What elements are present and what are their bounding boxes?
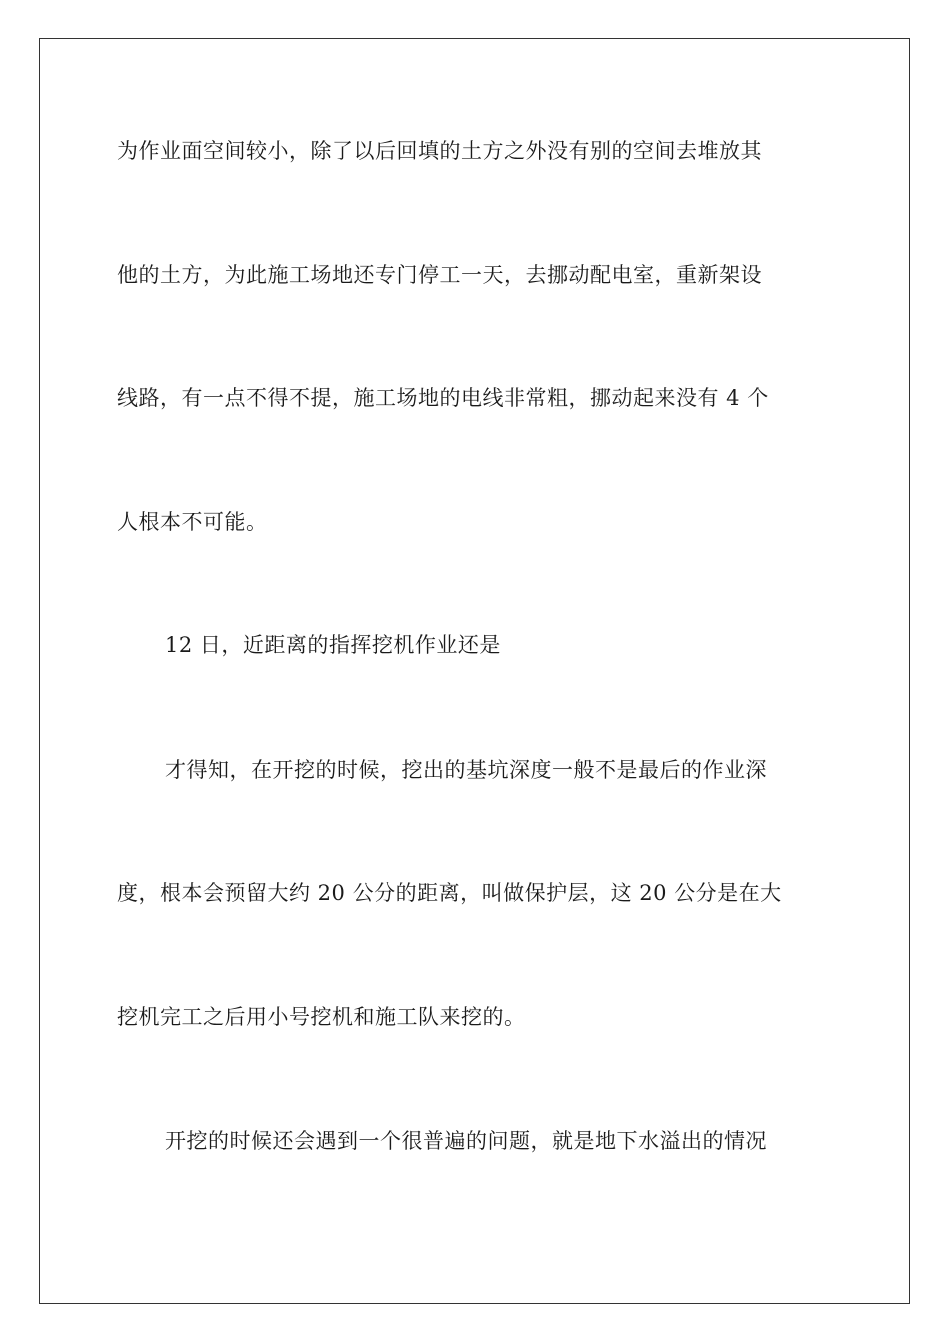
- text-line: 度，根本会预留大约 20 公分的距离，叫做保护层，这 20 公分是在大: [117, 881, 782, 905]
- text-line: 12 日，近距离的指挥挖机作业还是: [165, 633, 501, 657]
- text-line: 人根本不可能。: [117, 510, 268, 534]
- text-line: 挖机完工之后用小号挖机和施工队来挖的。: [117, 1005, 526, 1029]
- text-line: 才得知，在开挖的时候，挖出的基坑深度一般不是最后的作业深: [165, 758, 767, 782]
- text-line: 为作业面空间较小，除了以后回填的土方之外没有别的空间去堆放其: [117, 139, 762, 163]
- text-line: 开挖的时候还会遇到一个很普遍的问题，就是地下水溢出的情况: [165, 1129, 767, 1153]
- page-frame: [39, 38, 910, 1304]
- text-line: 线路，有一点不得不提，施工场地的电线非常粗，挪动起来没有 4 个: [117, 386, 769, 410]
- text-line: 他的土方，为此施工场地还专门停工一天，去挪动配电室，重新架设: [117, 263, 762, 287]
